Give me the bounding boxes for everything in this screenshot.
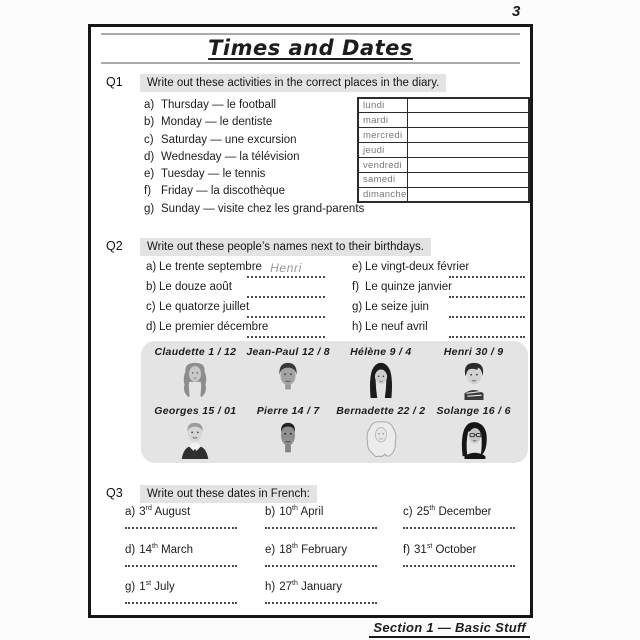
q3-item (265, 580, 397, 604)
item-letter: f) (403, 543, 411, 556)
q3-item (125, 543, 257, 567)
date-month: February (301, 543, 348, 556)
item-text: Le seize juin (365, 301, 429, 313)
date-month: December (438, 505, 492, 518)
q2-item (352, 281, 527, 299)
q3-item (403, 505, 535, 529)
person-birthday: 14 / 7 (291, 405, 320, 417)
divider (101, 33, 520, 35)
divider (101, 62, 520, 64)
date-day: 10 (279, 505, 293, 518)
diary-day-label: mercredi (358, 128, 407, 143)
answer-line[interactable] (449, 336, 525, 338)
item-text: Thursday — le football (161, 99, 277, 111)
item-letter: h) (352, 321, 363, 333)
item-letter: g) (144, 202, 155, 215)
q3-prompt: Write out these dates in French: (140, 485, 317, 503)
person-name: Pierre (256, 405, 289, 417)
q2-item (146, 321, 381, 339)
item-text: Le quatorze juillet (159, 301, 250, 313)
date-ordinal: st (426, 543, 433, 550)
answer-line[interactable] (449, 276, 525, 278)
date-day: 3 (139, 505, 146, 518)
answer-line[interactable] (125, 527, 237, 529)
answer-line[interactable] (403, 527, 515, 529)
q2-item (146, 261, 381, 279)
date-day: 18 (279, 543, 293, 556)
date-day: 14 (139, 543, 153, 556)
item-letter: c) (146, 301, 156, 313)
date-day: 25 (416, 505, 430, 518)
answer-line[interactable] (247, 296, 325, 298)
person-birthday: 1 / 12 (208, 346, 237, 358)
list-item (144, 166, 364, 183)
person-card (242, 405, 335, 464)
diary-day-label: mardi (358, 113, 407, 128)
item-letter: g) (125, 580, 136, 593)
date-day: 1 (139, 580, 146, 593)
date-month: August (154, 505, 191, 518)
item-letter: a) (125, 505, 136, 518)
person-birthday: 15 / 01 (202, 405, 237, 417)
item-letter: b) (144, 116, 155, 129)
q3-item (265, 505, 397, 529)
person-card (335, 346, 428, 405)
date-ordinal: th (292, 505, 298, 512)
handwritten-answer: Henri (270, 261, 302, 275)
list-item (144, 97, 364, 114)
item-text: Sunday — visite chez les grand-parents (161, 202, 365, 215)
q2-header (106, 239, 431, 253)
date-ordinal: th (292, 580, 298, 587)
item-letter: h) (265, 580, 276, 593)
person-birthday: 9 / 4 (389, 346, 412, 358)
portrait-claudette-icon (176, 360, 214, 400)
person-birthday: 22 / 2 (397, 405, 426, 417)
q1-header (106, 75, 446, 89)
list-item (144, 132, 364, 149)
person-birthday: 30 / 9 (475, 346, 504, 358)
item-letter: b) (265, 505, 276, 518)
answer-line[interactable] (247, 316, 325, 318)
item-text: Tuesday — le tennis (161, 168, 266, 181)
person-card (427, 346, 520, 405)
diary-answer-cell[interactable] (407, 187, 529, 202)
date-month: March (161, 543, 194, 556)
item-letter: g) (352, 301, 363, 313)
item-text: Friday — la discothèque (161, 185, 286, 198)
q2-item (352, 261, 527, 279)
q2-item (146, 301, 381, 319)
diary-day-label: dimanche (358, 187, 407, 202)
item-letter: e) (352, 261, 363, 273)
date-ordinal: rd (145, 505, 152, 512)
portrait-bernadette-icon (362, 419, 400, 459)
person-card (335, 405, 428, 464)
date-ordinal: th (152, 543, 158, 550)
diary-answer-cell[interactable] (407, 143, 529, 158)
diary-answer-cell[interactable] (407, 98, 529, 113)
item-letter: e) (144, 168, 155, 181)
list-item (144, 183, 364, 200)
item-text: Le douze août (159, 281, 232, 293)
person-card (242, 346, 335, 405)
worksheet-frame (88, 24, 533, 618)
item-letter: c) (144, 133, 154, 146)
q2-item (352, 321, 527, 339)
answer-line[interactable] (265, 527, 377, 529)
item-text: Le trente septembre (159, 261, 262, 273)
item-text: Saturday — une excursion (161, 133, 297, 146)
q3-item (403, 543, 535, 567)
q3-item (125, 505, 257, 529)
item-letter: f) (352, 281, 360, 293)
date-day: 31 (414, 543, 427, 556)
answer-line[interactable] (125, 602, 237, 604)
item-letter: b) (146, 281, 157, 293)
people-cards-panel (141, 341, 528, 463)
q1-activity-list (144, 97, 364, 218)
person-name: Hélène (350, 346, 387, 358)
q1-prompt: Write out these activities in the correct places in the diary. (140, 74, 446, 92)
date-month: October (435, 543, 477, 556)
q3-item (125, 580, 257, 604)
diary-answer-cell[interactable] (407, 113, 529, 128)
diary-answer-cell[interactable] (407, 172, 529, 187)
item-text: Le premier décembre (159, 321, 269, 333)
person-name: Georges (154, 405, 199, 417)
item-text: Monday — le dentiste (161, 116, 273, 129)
diary-day-label: vendredi (358, 158, 407, 173)
item-letter: a) (146, 261, 157, 273)
person-name: Henri (443, 346, 473, 358)
q2-label: Q2 (106, 239, 123, 253)
item-letter: d) (146, 321, 157, 333)
person-name: Jean-Paul (246, 346, 299, 358)
date-ordinal: th (292, 543, 298, 550)
item-letter: d) (125, 543, 136, 556)
list-item (144, 114, 364, 131)
item-text: Le neuf avril (365, 321, 428, 333)
q2-item (146, 281, 381, 299)
answer-line[interactable] (247, 336, 325, 338)
person-name: Claudette (154, 346, 205, 358)
date-month: April (300, 505, 324, 518)
answer-line[interactable] (449, 316, 525, 318)
portrait-helene-icon (362, 360, 400, 400)
item-text: Le quinze janvier (365, 281, 452, 293)
date-ordinal: th (429, 505, 436, 512)
item-letter: c) (403, 505, 413, 518)
date-month: January (301, 580, 342, 593)
answer-line[interactable] (403, 565, 515, 567)
person-name: Solange (436, 405, 480, 417)
person-birthday: 16 / 6 (482, 405, 511, 417)
page-number: 3 (512, 3, 521, 20)
person-card (149, 405, 242, 464)
person-card (149, 346, 242, 405)
diary-day-label: samedi (358, 172, 407, 187)
q1-label: Q1 (106, 75, 123, 89)
q2-prompt: Write out these people’s names next to their birthdays. (140, 238, 431, 256)
diary-day-label: lundi (358, 98, 407, 113)
person-birthday: 12 / 8 (301, 346, 330, 358)
portrait-jean-paul-icon (269, 360, 307, 400)
answer-line[interactable] (125, 565, 237, 567)
item-letter: f) (144, 185, 152, 198)
page-title: Times and Dates (208, 36, 413, 60)
person-card (427, 405, 520, 464)
item-letter: e) (265, 543, 276, 556)
item-text: Le vingt-deux février (365, 261, 470, 273)
diary-answer-cell[interactable] (407, 128, 529, 143)
answer-line[interactable] (449, 296, 525, 298)
item-letter: d) (144, 150, 155, 163)
date-day: 27 (279, 580, 293, 593)
portrait-pierre-icon (269, 419, 307, 459)
portrait-solange-icon (455, 419, 493, 459)
diary-answer-cell[interactable] (407, 158, 529, 173)
diary-table (357, 97, 530, 203)
date-ordinal: st (145, 580, 152, 587)
q3-item (265, 543, 397, 567)
answer-line[interactable] (265, 602, 377, 604)
list-item (144, 201, 364, 218)
answer-line[interactable] (247, 261, 325, 278)
diary-day-label: jeudi (358, 143, 407, 158)
answer-line[interactable] (265, 565, 377, 567)
item-text: Wednesday — la télévision (161, 150, 300, 163)
q2-item (352, 301, 527, 319)
list-item (144, 149, 364, 166)
portrait-henri-icon (455, 360, 493, 400)
person-name: Bernadette (336, 405, 395, 417)
date-month: July (154, 580, 175, 593)
q3-header (106, 486, 317, 500)
section-footer: Section 1 — Basic Stuff (369, 620, 530, 638)
item-letter: a) (144, 99, 155, 111)
portrait-georges-icon (176, 419, 214, 459)
q3-label: Q3 (106, 486, 123, 500)
